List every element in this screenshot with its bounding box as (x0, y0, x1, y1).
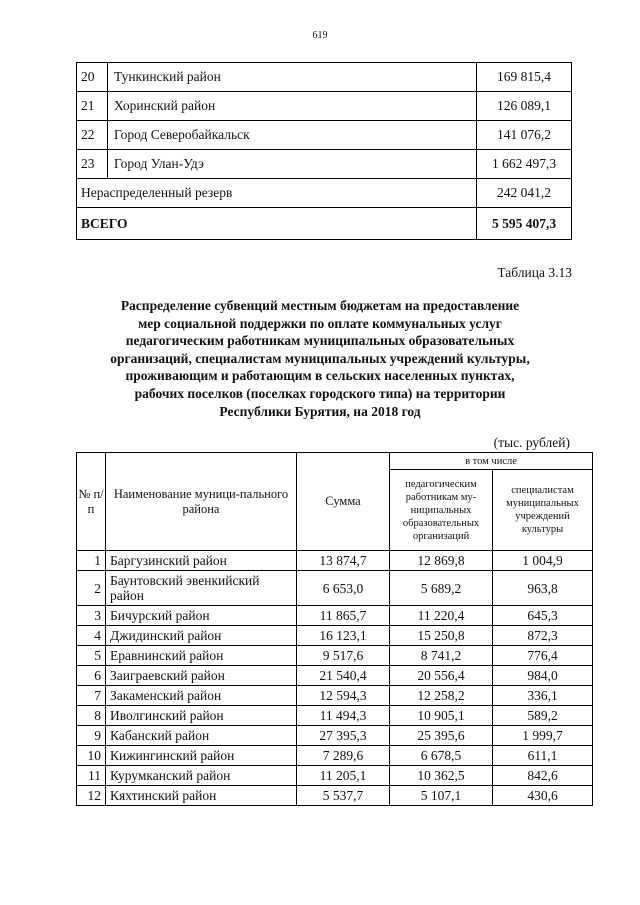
title-line: Распределение субвенций местным бюджетам на предоставление (120, 298, 520, 313)
table-row (77, 150, 572, 179)
row-num: 9 (77, 726, 106, 746)
table-caption: Таблица 3.13 (497, 265, 572, 280)
table-row (77, 646, 593, 666)
row-culture: 984,0 (493, 666, 593, 686)
row-pedagogues: 25 395,6 (390, 726, 493, 746)
row-num: 4 (77, 626, 106, 646)
row-culture: 336,1 (493, 686, 593, 706)
row-name: Кабанский район (106, 726, 297, 746)
table-row (77, 626, 593, 646)
row-sum: 27 395,3 (297, 726, 390, 746)
row-pedagogues: 10 905,1 (390, 706, 493, 726)
row-culture: 776,4 (493, 646, 593, 666)
row-sum: 9 517,6 (297, 646, 390, 666)
row-sum: 6 653,0 (297, 571, 390, 606)
row-num: 20 (77, 63, 108, 92)
table-row (77, 121, 572, 150)
title-line: проживающим и работающим в сельских населенных пунктах, (125, 368, 515, 384)
row-value: 1 662 497,3 (477, 150, 572, 179)
row-sum: 21 540,4 (297, 666, 390, 686)
row-value: 126 089,1 (477, 92, 572, 121)
row-name: Тункинский район (108, 63, 477, 92)
row-pedagogues: 11 220,4 (390, 606, 493, 626)
row-name: Кижингинский район (106, 746, 297, 766)
row-pedagogues: 15 250,8 (390, 626, 493, 646)
row-culture: 842,6 (493, 766, 593, 786)
row-pedagogues: 10 362,5 (390, 766, 493, 786)
row-pedagogues: 5 107,1 (390, 786, 493, 806)
row-name: Еравнинский район (106, 646, 297, 666)
header-name: Наименование муници-пального района (106, 453, 297, 551)
row-pedagogues: 12 258,2 (390, 686, 493, 706)
title-line: организаций, специалистам муниципальных учреждений культуры, (110, 350, 530, 366)
row-name: Курумканский район (106, 766, 297, 786)
table-row (77, 706, 593, 726)
row-sum: 7 289,6 (297, 746, 390, 766)
row-culture: 1 004,9 (493, 551, 593, 571)
row-num: 1 (77, 551, 106, 571)
header-sum: Сумма (297, 453, 390, 551)
table-row (77, 571, 593, 606)
row-value: 141 076,2 (477, 121, 572, 150)
row-sum: 11 865,7 (297, 606, 390, 626)
row-pedagogues: 8 741,2 (390, 646, 493, 666)
row-culture: 1 999,7 (493, 726, 593, 746)
row-name: Город Северобайкальск (108, 121, 477, 150)
table-row (77, 786, 593, 806)
row-sum: 16 123,1 (297, 626, 390, 646)
table-row (77, 92, 572, 121)
top-table (76, 62, 572, 240)
row-sum: 5 537,7 (297, 786, 390, 806)
row-num: 21 (77, 92, 108, 121)
row-num: 7 (77, 686, 106, 706)
row-culture: 611,1 (493, 746, 593, 766)
row-culture: 589,2 (493, 706, 593, 726)
row-num: 12 (77, 786, 106, 806)
title-line: Республики Бурятия, на 2018 год (219, 403, 421, 419)
table-row (77, 686, 593, 706)
table-row (77, 606, 593, 626)
row-name: Баунтовский эвенкийский район (106, 571, 297, 606)
row-num: 10 (77, 746, 106, 766)
total-row (77, 208, 572, 240)
table-row (77, 666, 593, 686)
table-title (80, 297, 560, 420)
title-line: рабочих поселков (поселках городского типа) на территории (134, 385, 506, 401)
table-row (77, 551, 593, 571)
units-label: (тыс. рублей) (493, 435, 570, 450)
table-row (77, 766, 593, 786)
row-pedagogues: 20 556,4 (390, 666, 493, 686)
row-name: Хоринский район (108, 92, 477, 121)
row-pedagogues: 5 689,2 (390, 571, 493, 606)
row-num: 5 (77, 646, 106, 666)
row-num: 8 (77, 706, 106, 726)
total-value: 5 595 407,3 (477, 208, 572, 240)
row-num: 6 (77, 666, 106, 686)
reserve-value: 242 041,2 (477, 179, 572, 208)
row-name: Город Улан-Удэ (108, 150, 477, 179)
main-table (76, 452, 593, 806)
row-name: Джидинский район (106, 626, 297, 646)
row-name: Бичурский район (106, 606, 297, 626)
row-sum: 11 494,3 (297, 706, 390, 726)
table-row (77, 746, 593, 766)
title-line: мер социальной поддержки по оплате коммунальных услуг (138, 315, 502, 331)
row-name: Закаменский район (106, 686, 297, 706)
row-culture: 963,8 (493, 571, 593, 606)
header-culture: специалистам муниципальных учреждений культуры (493, 470, 593, 551)
row-num: 11 (77, 766, 106, 786)
row-sum: 13 874,7 (297, 551, 390, 571)
row-culture: 872,3 (493, 626, 593, 646)
row-num: 3 (77, 606, 106, 626)
row-num: 22 (77, 121, 108, 150)
header-num: № п/п (77, 453, 106, 551)
row-name: Кяхтинский район (106, 786, 297, 806)
table-row (77, 63, 572, 92)
title-line: педагогическим работникам муниципальных образовательных (125, 333, 515, 349)
total-label: ВСЕГО (77, 208, 477, 240)
row-culture: 645,3 (493, 606, 593, 626)
reserve-row (77, 179, 572, 208)
row-name: Иволгинский район (106, 706, 297, 726)
header-pedagogues: педагогическим работникам му-ниципальных образовательных организаций (390, 470, 493, 551)
table-row (77, 726, 593, 746)
row-num: 23 (77, 150, 108, 179)
row-value: 169 815,4 (477, 63, 572, 92)
reserve-label: Нераспределенный резерв (77, 179, 477, 208)
row-num: 2 (77, 571, 106, 606)
row-name: Заиграевский район (106, 666, 297, 686)
page-number: 619 (312, 30, 328, 41)
row-culture: 430,6 (493, 786, 593, 806)
row-sum: 12 594,3 (297, 686, 390, 706)
row-pedagogues: 12 869,8 (390, 551, 493, 571)
row-sum: 11 205,1 (297, 766, 390, 786)
row-name: Баргузинский район (106, 551, 297, 571)
header-including: в том числе (390, 453, 593, 470)
row-pedagogues: 6 678,5 (390, 746, 493, 766)
